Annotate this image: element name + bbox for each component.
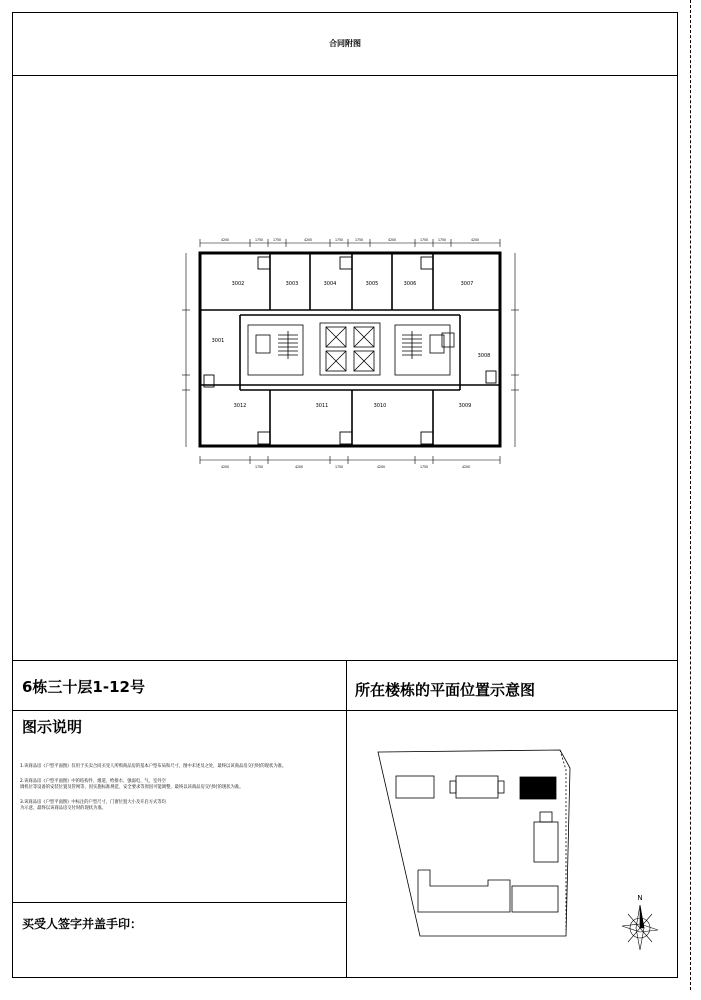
unit-3005: 3005 [365,281,379,287]
unit-3007: 3007 [460,281,474,287]
site-boundary-dashed [560,750,566,930]
unit-3002: 3002 [231,281,245,287]
dim-top-3: 1750 [272,238,282,242]
unit-3004: 3004 [323,281,337,287]
unit-3012: 3012 [233,403,247,409]
legend-title: 图示说明 [22,718,83,736]
building-block-4 [534,822,558,862]
dim-top-8: 1750 [419,238,429,242]
info-column-divider [346,660,347,978]
dimension-lines-bottom [200,456,500,464]
dim-top-1: 4200 [220,238,230,242]
building-core [248,323,454,375]
dim-bottom-7: 4200 [461,465,471,469]
legend-notes [20,764,320,821]
dim-bottom-3: 4200 [294,465,304,469]
building-block-5 [418,870,510,912]
dim-top-7: 4200 [387,238,397,242]
building-block-6 [512,886,558,912]
highlighted-building-6 [520,777,556,799]
outer-wall [200,253,500,446]
dim-top-6: 1750 [354,238,364,242]
north-label: N [637,894,643,902]
site-plan [360,740,670,965]
signature-divider [12,902,346,903]
page-edge-line [690,0,691,990]
floor-unit-label: 6栋三十层1-12号 [22,678,145,696]
north-arrow-icon [622,905,658,950]
interior-walls [200,253,500,446]
dim-top-5: 1750 [334,238,344,242]
dim-top-2: 1750 [254,238,264,242]
unit-3008: 3008 [477,353,491,359]
header-title: 合同附图 [329,39,361,48]
floor-plan [180,235,525,470]
dimension-lines-top [200,239,500,247]
dim-bottom-2: 1750 [254,465,264,469]
unit-3006: 3006 [403,281,417,287]
unit-3011: 3011 [315,403,329,409]
dim-top-4: 4200 [303,238,313,242]
dim-bottom-5: 4200 [376,465,386,469]
info-section-divider [12,660,678,661]
header-divider [12,75,678,76]
unit-3010: 3010 [373,403,387,409]
site-plan-title: 所在楼栋的平面位置示意图 [355,681,536,699]
dim-bottom-4: 1750 [334,465,344,469]
dim-top-9: 1750 [437,238,447,242]
info-row-divider [12,710,678,711]
building-block-1 [396,776,434,798]
dim-top-10: 4200 [470,238,480,242]
dim-bottom-1: 4200 [220,465,230,469]
legend-note-1: 1.该商品房《户型平面图》仅用于买卖合同买受人所购商品房的基本户型布局和尺寸，图中未述及之处，最终以该商品房交付时的现状为准。 [20,764,287,769]
dim-bottom-6: 1750 [419,465,429,469]
legend-note-3: 3.该商品房《户型平面图》中标注的户型尺寸、门窗位置大小及开启方式等均 为示意，最终以该商品房交付时的现状为准。 [20,799,166,812]
unit-3003: 3003 [285,281,299,287]
unit-3009: 3009 [458,403,472,409]
buyer-signature-label: 买受人签字并盖手印： [22,917,143,931]
unit-3001: 3001 [211,338,225,344]
legend-note-2: 2.该商品房《户型平面图》中的结构件、烟道、给排水、强弱电、气、室外空 调机位等设备的安装位置及管网等，因实施标准规范、安全要求等原因可能调整，最终以该商品房交付时的现状为准。 [20,778,244,791]
building-block-2 [456,776,498,798]
